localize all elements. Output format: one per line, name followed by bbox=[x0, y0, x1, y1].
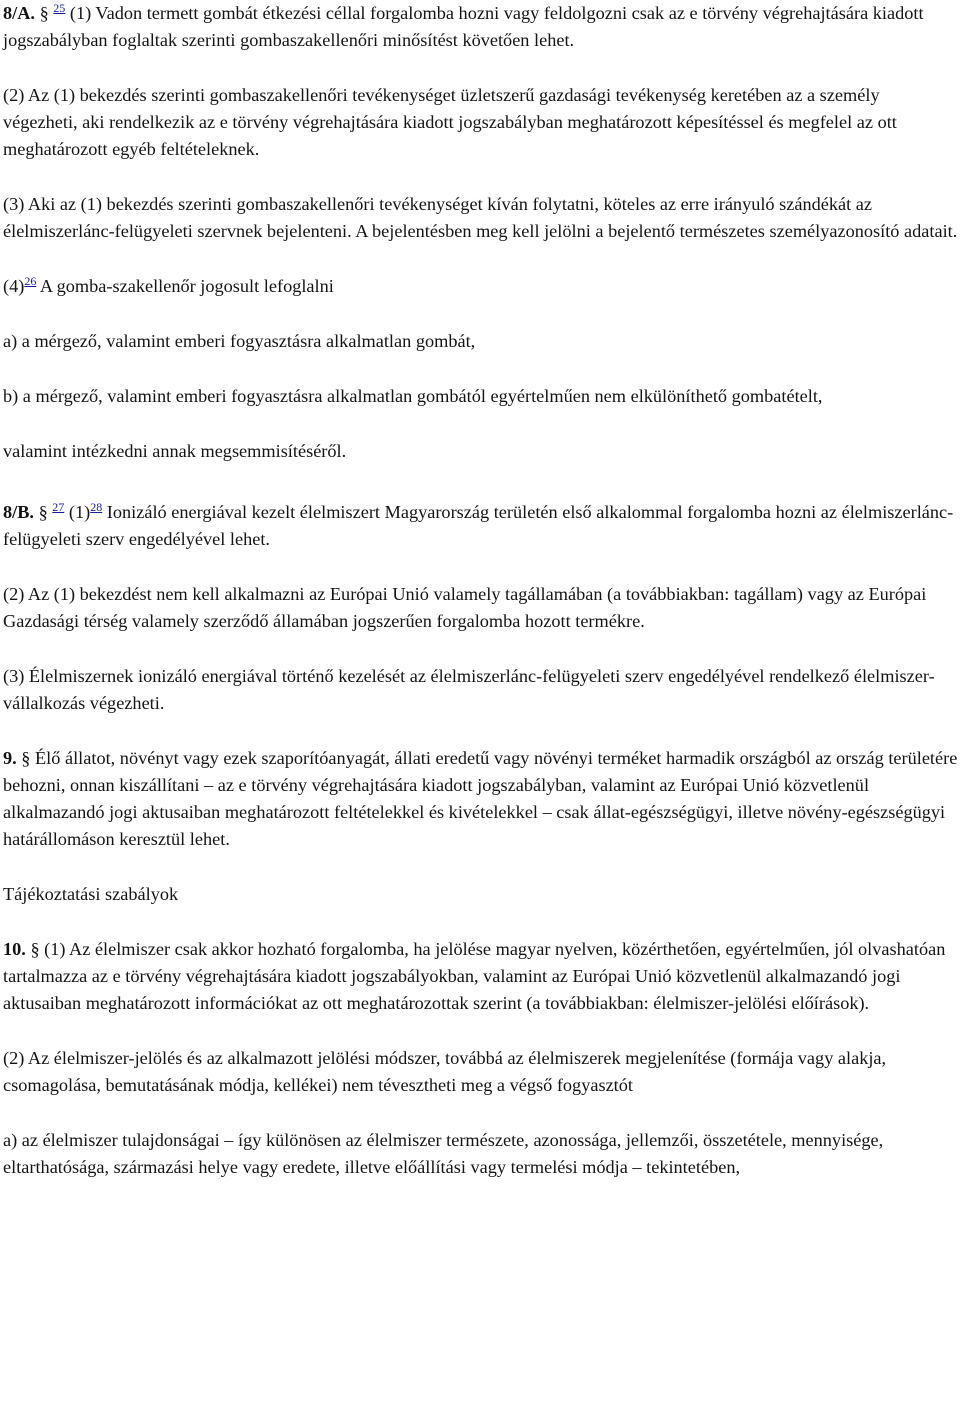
section-9 bbox=[3, 745, 958, 853]
section-number: 10. bbox=[3, 939, 26, 959]
section-number: 8/A. bbox=[3, 3, 35, 23]
section-10-point-a: a) az élelmiszer tulajdonságai – így különösen az élelmiszer természete, azonossága, jellemzői, összetétele, mennyisége, eltarthatósága, származási helye vagy eredete, illetve előállítási vagy termelési módja – tekintetében, bbox=[3, 1130, 884, 1177]
paragraph-text: Élő állatot, növényt vagy ezek szaporítóanyagát, állati eredetű vagy növényi terméket harmadik országból az ország területére behozni, onnan kiszállítani – az e törvény végrehajtására kiadott jogszabályban, valamint az Európai Unió közvetlenül alkalmazandó jogi aktusaiban meghatározott feltételekkel és kivételekkel – csak állat-egészségügyi, illetve növény-egészségügyi határállomáson keresztül lehet. bbox=[3, 748, 958, 849]
footnote-link-27[interactable]: 27 bbox=[52, 500, 65, 514]
section-8a-paragraph-2: (2) Az (1) bekezdés szerinti gombaszakellenőri tevékenységet üzletszerű gazdasági tevékenység keretében az a személy végezheti, aki rendelkezik az e törvény végrehajtására kiadott jogszabályban meghatározott képesítéssel és megfelel az ott meghatározott egyéb feltételeknek. bbox=[3, 85, 897, 159]
section-10-paragraph-1 bbox=[3, 936, 958, 1017]
section-8a-paragraph-3: (3) Aki az (1) bekezdés szerinti gombaszakellenőri tevékenységet kíván folytatni, köteles az erre irányuló szándékát az élelmiszerlánc-felügyeleti szervnek bejelenteni. A bejelentésben meg kell jelölni a bejelentő természetes személyazonosító adatait. bbox=[3, 194, 958, 241]
paragraph-text: Ionizáló energiával kezelt élelmiszert Magyarország területén első alkalommal forgalomba hozni az élelmiszerlánc-felügyeleti szerv engedélyével lehet. bbox=[3, 502, 954, 549]
section-sign: § bbox=[21, 748, 31, 768]
section-sign: § bbox=[30, 939, 40, 959]
section-sign: § bbox=[38, 502, 48, 522]
paragraph-text: (1) Vadon termett gombát étkezési céllal forgalomba hozni vagy feldolgozni csak az e törvény végrehajtására kiadott jogszabályban foglaltak szerinti gombaszakellenőri minősítést követően lehet. bbox=[3, 3, 924, 50]
section-number: 9. bbox=[3, 748, 17, 768]
section-sign: § bbox=[39, 3, 49, 23]
paragraph-text: (1) Az élelmiszer csak akkor hozható forgalomba, ha jelölése magyar nyelven, közérthetően, egyértelműen, jól olvashatóan tartalmazza az e törvény végrehajtására kiadott jogszabályokban, valamint az Európai Unió közvetlenül alkalmazandó jogi aktusaiban meghatározott információkat az ott meghatározottak szerint (a továbbiakban: élelmiszer-jelölési előírások). bbox=[3, 939, 946, 1013]
footnote-link-26[interactable]: 26 bbox=[24, 274, 37, 288]
section-8a-paragraph-4 bbox=[3, 273, 958, 300]
section-heading: Tájékoztatási szabályok bbox=[3, 884, 179, 904]
paragraph-prefix: (1) bbox=[68, 502, 91, 522]
section-8b-paragraph-1 bbox=[3, 499, 958, 553]
section-10-paragraph-2: (2) Az élelmiszer-jelölés és az alkalmazott jelölési módszer, továbbá az élelmiszerek megjelenítése (formája vagy alakja, csomagolása, bemutatásának módja, kellékei) nem tévesztheti meg a végső fogyasztót bbox=[3, 1048, 887, 1095]
footnote-link-25[interactable]: 25 bbox=[53, 1, 66, 15]
section-8a-point-a: a) a mérgező, valamint emberi fogyasztásra alkalmatlan gombát, bbox=[3, 331, 476, 351]
section-8b-paragraph-2: (2) Az (1) bekezdést nem kell alkalmazni az Európai Unió valamely tagállamában (a továbbiakban: tagállam) vagy az Európai Gazdasági térség valamely szerződő államában jogszerűen forgalomba hozott termékre. bbox=[3, 584, 927, 631]
section-number: 8/B. bbox=[3, 502, 34, 522]
section-8a-point-b: b) a mérgező, valamint emberi fogyasztásra alkalmatlan gombától egyértelműen nem elkülöníthető gombatételt, bbox=[3, 386, 823, 406]
paragraph-text: A gomba-szakellenőr jogosult lefoglalni bbox=[39, 276, 334, 296]
paragraph-prefix: (4) bbox=[3, 276, 25, 296]
section-8a-closing: valamint intézkedni annak megsemmisítéséről. bbox=[3, 441, 347, 461]
section-8a-paragraph-1 bbox=[3, 0, 958, 54]
section-8b-paragraph-3: (3) Élelmiszernek ionizáló energiával történő kezelését az élelmiszerlánc-felügyeleti szerv engedélyével rendelkező élelmiszer-vállalkozás végezheti. bbox=[3, 666, 935, 713]
footnote-link-28[interactable]: 28 bbox=[90, 500, 103, 514]
